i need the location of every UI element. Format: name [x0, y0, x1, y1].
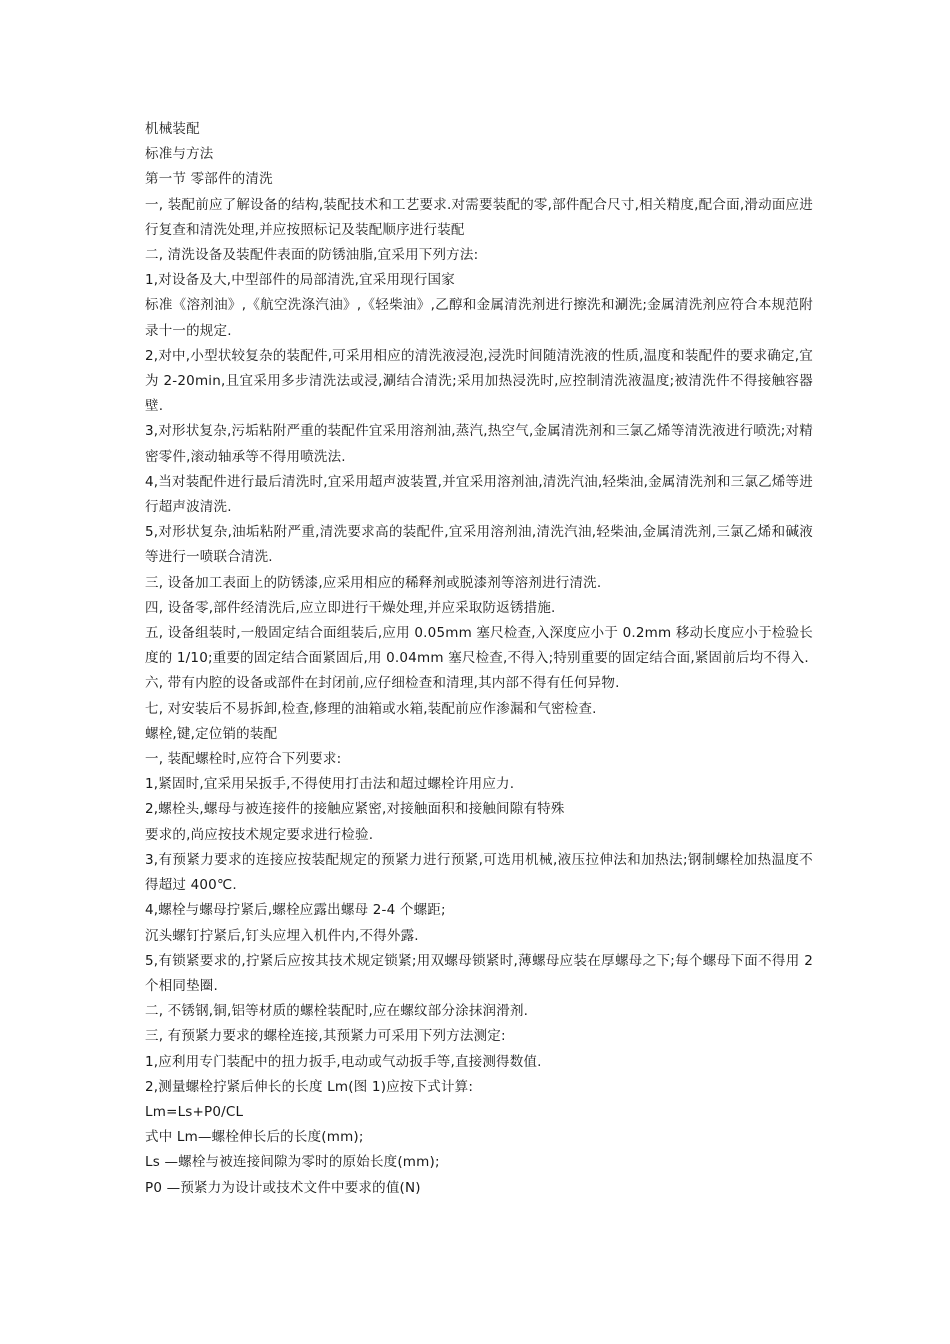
paragraph: 5,有锁紧要求的,拧紧后应按其技术规定锁紧;用双螺母锁紧时,薄螺母应装在厚螺母之下;每个螺母下面不得用 2 个相同垫圈.	[145, 952, 813, 994]
paragraph: 三, 有预紧力要求的螺栓连接,其预紧力可采用下列方法测定:	[145, 1028, 506, 1045]
paragraph: 二, 不锈钢,铜,铝等材质的螺栓装配时,应在螺纹部分涂抹润滑剂.	[145, 1003, 529, 1020]
paragraph: 5,对形状复杂,油垢粘附严重,清洗要求高的装配件,宜采用溶剂油,清洗汽油,轻柴油,金属清洗剂,三氯乙烯和碱液等进行一喷联合清洗.	[145, 524, 813, 566]
paragraph: 4,螺栓与螺母拧紧后,螺栓应露出螺母 2-4 个螺距;	[145, 902, 446, 919]
document-body	[145, 117, 813, 1201]
paragraph: 要求的,尚应按技术规定要求进行检验.	[145, 826, 374, 843]
paragraph: 3,对形状复杂,污垢粘附严重的装配件宜采用溶剂油,蒸汽,热空气,金属清洗剂和三氯乙烯等清洗液进行喷洗;对精密零件,滚动轴承等不得用喷洗法.	[145, 423, 813, 465]
paragraph: 四, 设备零,部件经清洗后,应立即进行干燥处理,并应采取防返锈措施.	[145, 599, 556, 616]
paragraph: 4,当对装配件进行最后清洗时,宜采用超声波装置,并宜采用溶剂油,清洗汽油,轻柴油,金属清洗剂和三氯乙烯等进行超声波清洗.	[145, 473, 813, 516]
paragraph: 一, 装配螺栓时,应符合下列要求:	[145, 751, 342, 768]
paragraph: 六, 带有内腔的设备或部件在封闭前,应仔细检查和清理,其内部不得有任何异物.	[145, 675, 620, 692]
paragraph: 2,螺栓头,螺母与被连接件的接触应紧密,对接触面积和接触间隙有特殊	[145, 801, 565, 818]
paragraph: 七, 对安装后不易拆卸,检查,修理的油箱或水箱,装配前应作渗漏和气密检查.	[145, 700, 597, 717]
paragraph: 2,测量螺栓拧紧后伸长的长度 Lm(图 1)应按下式计算:	[145, 1078, 474, 1095]
paragraph: 二, 清洗设备及装配件表面的防锈油脂,宜采用下列方法:	[145, 247, 479, 264]
paragraph: 三, 设备加工表面上的防锈漆,应采用相应的稀释剂或脱漆剂等溶剂进行清洗.	[145, 574, 602, 591]
paragraph: 3,有预紧力要求的连接应按装配规定的预紧力进行预紧,可选用机械,液压拉伸法和加热法;钢制螺栓加热温度不得超过 400℃.	[145, 851, 813, 894]
paragraph: 2,对中,小型状较复杂的装配件,可采用相应的清洗液浸泡,浸洗时间随清洗液的性质,温度和装配件的要求确定,宜为 2-20min,且宜采用多步清洗法或浸,涮结合清洗;采用加热浸洗时,应控制清洗液温度;被清洗件不得接触容器壁.	[145, 347, 813, 415]
paragraph: Ls —螺栓与被连接间隙为零时的原始长度(mm);	[145, 1154, 440, 1171]
paragraph: 1,对设备及大,中型部件的局部清洗,宜采用现行国家	[145, 272, 455, 289]
section-heading: 第一节 零部件的清洗	[145, 171, 273, 188]
doc-title: 机械装配	[145, 121, 200, 137]
paragraph: 五, 设备组装时,一般固定结合面组装后,应用 0.05mm 塞尺检查,入深度应小于 0.2mm 移动长度应小于检验长度的 1/10;重要的固定结合面紧固后,用 0.04mm 塞尺检查,不得入;特别重要的固定结合面,紧固前后均不得入.	[145, 625, 813, 667]
paragraph: 一, 装配前应了解设备的结构,装配技术和工艺要求.对需要装配的零,部件配合尺寸,相关精度,配合面,滑动面应进行复查和清洗处理,并应按照标记及装配顺序进行装配	[145, 196, 813, 238]
paragraph: 式中 Lm—螺栓伸长后的长度(mm);	[145, 1129, 364, 1146]
paragraph: 沉头螺钉拧紧后,钉头应埋入机件内,不得外露.	[145, 927, 419, 944]
paragraph: 标准《溶剂油》,《航空洗涤汽油》,《轻柴油》,乙醇和金属清洗剂进行擦洗和涮洗;金属清洗剂应符合本规范附录十一的规定.	[145, 297, 813, 339]
paragraph: 1,应利用专门装配中的扭力扳手,电动或气动扳手等,直接测得数值.	[145, 1053, 542, 1070]
formula: Lm=Ls+P0/CL	[145, 1103, 244, 1120]
section-heading: 螺栓,键,定位销的装配	[145, 725, 278, 742]
doc-subtitle: 标准与方法	[145, 146, 214, 163]
paragraph: P0 —预紧力为设计或技术文件中要求的值(N)	[145, 1179, 421, 1196]
paragraph: 1,紧固时,宜采用呆扳手,不得使用打击法和超过螺栓许用应力.	[145, 776, 515, 793]
